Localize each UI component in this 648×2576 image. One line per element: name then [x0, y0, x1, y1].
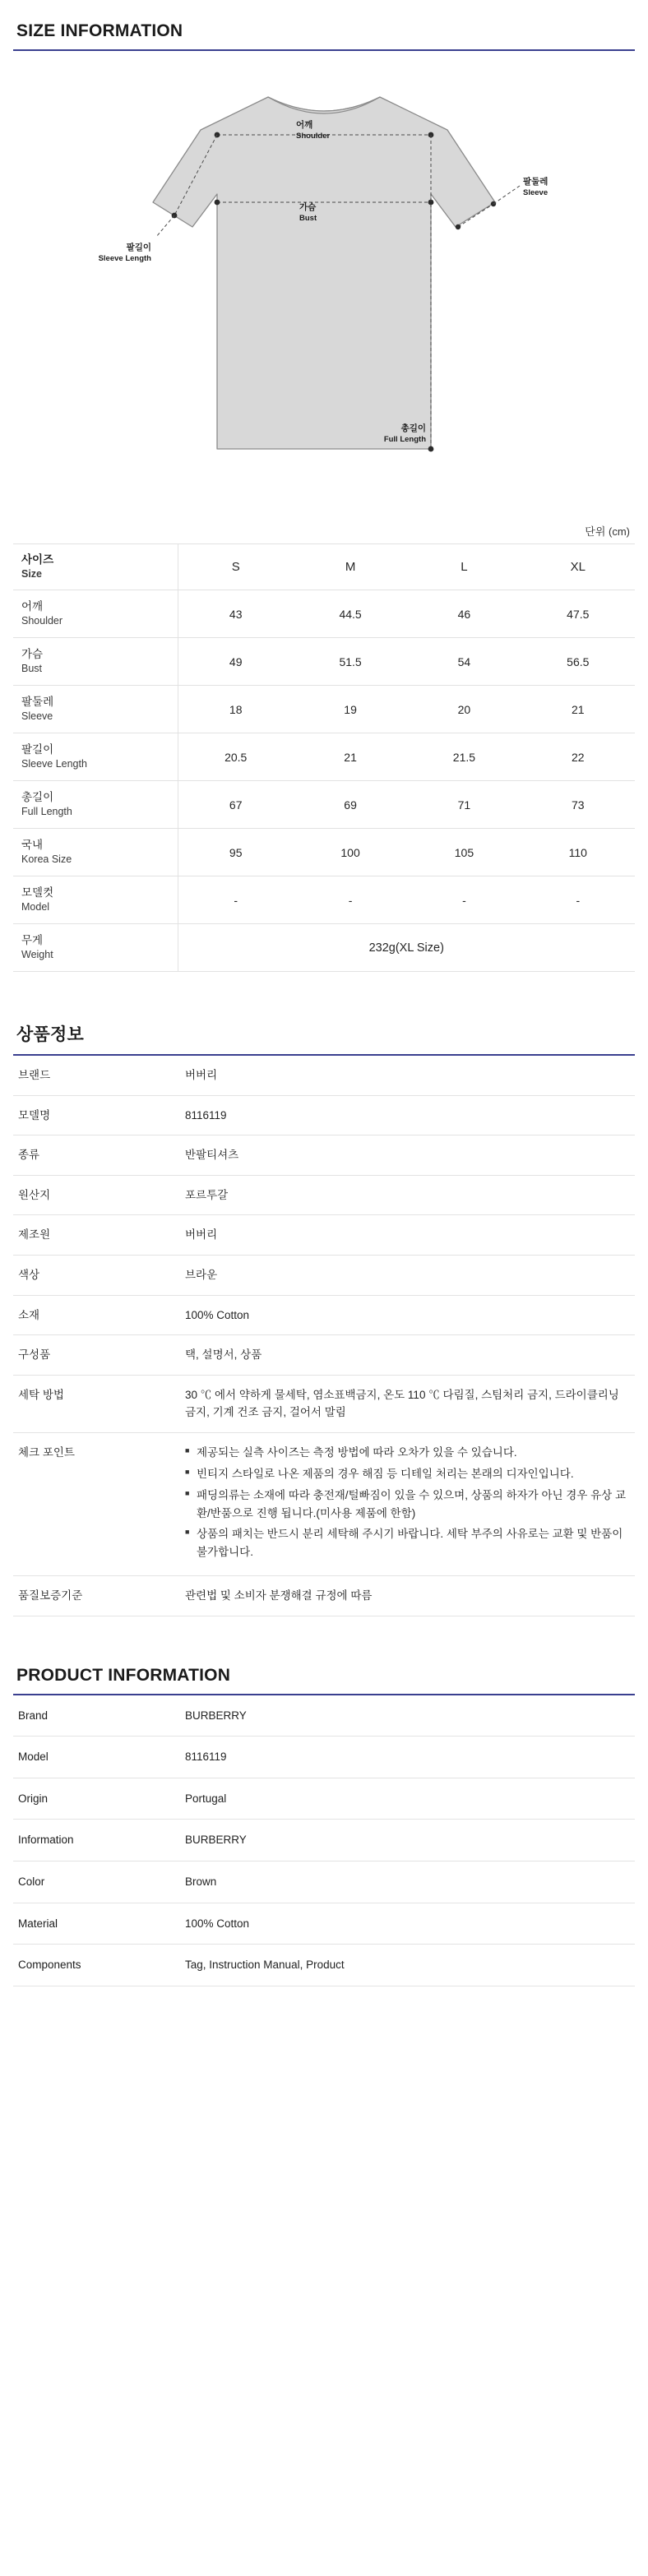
row-label-en: Sleeve Length — [21, 758, 87, 770]
size-row-weight — [13, 924, 178, 972]
table-row — [13, 1175, 635, 1215]
size-row-korea-size — [13, 829, 178, 876]
pi-value-components: Tag, Instruction Manual, Product — [185, 1959, 345, 1972]
info-label-color: 색상 — [18, 1268, 40, 1281]
table-row — [13, 1737, 635, 1778]
pi-label-information: Information — [18, 1834, 74, 1847]
info-label-wash: 세탁 방법 — [18, 1388, 64, 1401]
row-label-ko: 모델컷 — [21, 886, 54, 899]
cell-full-length-l: 71 — [407, 781, 521, 829]
row-label-en: Shoulder — [21, 615, 63, 627]
cell-sleeve-l: 20 — [407, 686, 521, 733]
size-column-xl: XL — [521, 544, 635, 590]
pi-value-material: 100% Cotton — [185, 1917, 250, 1930]
table-row — [13, 1576, 635, 1616]
cell-bust-l: 54 — [407, 638, 521, 686]
info-value-material: 100% Cotton — [185, 1308, 250, 1321]
row-label-en: Model — [21, 901, 50, 913]
size-header-ko: 사이즈 — [21, 553, 54, 566]
row-label-en: Bust — [21, 663, 43, 675]
info-value-components: 택, 설명서, 상품 — [185, 1348, 262, 1362]
label-shoulder-ko: 어깨 — [296, 120, 313, 130]
row-label-ko: 가슴 — [21, 647, 44, 660]
size-row-full-length — [13, 781, 178, 829]
table-row — [13, 1432, 635, 1575]
list-item: ■ 빈티지 스타일로 나온 제품의 경우 해짐 등 디테일 처리는 본래의 디자인입니다. — [185, 1465, 628, 1483]
list-item: ■ 패딩의류는 소재에 따라 충전재/털빠짐이 있을 수 있으며, 상품의 하자가 아닌 경우 유상 교환/반품으로 진행 됩니다.(미사용 제품에 한함) — [185, 1487, 628, 1523]
cell-shoulder-xl: 47.5 — [521, 590, 635, 638]
cell-shoulder-l: 46 — [407, 590, 521, 638]
row-label-en: Sleeve — [21, 710, 53, 723]
size-row-model — [13, 876, 178, 924]
size-column-s: S — [178, 544, 294, 590]
info-label-origin: 원산지 — [18, 1188, 51, 1201]
cell-korea-s: 95 — [178, 829, 294, 876]
table-row — [13, 1903, 635, 1945]
product-information-heading: PRODUCT INFORMATION — [13, 1644, 635, 1695]
table-row — [13, 1095, 635, 1135]
table-row — [13, 781, 635, 829]
table-row — [13, 1255, 635, 1295]
table-row — [13, 1375, 635, 1432]
table-row — [13, 876, 635, 924]
row-label-en: Full Length — [21, 806, 72, 818]
table-row — [13, 590, 635, 638]
garment-measurement-diagram — [13, 62, 635, 523]
cell-full-length-s: 67 — [178, 781, 294, 829]
table-row — [13, 1215, 635, 1256]
info-value-brand: 버버리 — [185, 1069, 218, 1081]
size-row-bust — [13, 638, 178, 686]
table-row — [13, 1778, 635, 1820]
pi-value-information: BURBERRY — [185, 1834, 247, 1847]
label-shoulder-en: Shoulder — [296, 132, 331, 141]
info-label-manufacturer: 제조원 — [18, 1228, 51, 1242]
cell-full-length-xl: 73 — [521, 781, 635, 829]
size-table — [13, 543, 635, 972]
pi-label-origin: Origin — [18, 1792, 49, 1805]
list-item: ■ 상품의 패치는 반드시 분리 세탁해 주시기 바랍니다. 세탁 부주의 사유로는 교환 및 반품이 불가합니다. — [185, 1525, 628, 1561]
row-label-ko: 팔둘레 — [21, 695, 54, 708]
cell-sleeve-length-s: 20.5 — [178, 733, 294, 781]
table-row — [13, 1945, 635, 1986]
size-table-header-row — [13, 544, 635, 590]
size-information-heading: SIZE INFORMATION — [13, 0, 635, 51]
pi-value-model: 8116119 — [185, 1750, 227, 1764]
info-value-origin: 포르투갈 — [185, 1188, 229, 1201]
label-sleeve-length-en: Sleeve Length — [98, 254, 151, 263]
row-label-ko: 국내 — [21, 838, 44, 851]
info-label-material: 소재 — [18, 1308, 40, 1321]
cell-weight-value: 232g(XL Size) — [178, 924, 635, 972]
table-row — [13, 829, 635, 876]
label-bust-ko: 가슴 — [299, 202, 317, 212]
table-row — [13, 1820, 635, 1861]
cell-bust-m: 51.5 — [294, 638, 407, 686]
cell-sleeve-length-l: 21.5 — [407, 733, 521, 781]
cell-sleeve-xl: 21 — [521, 686, 635, 733]
pi-value-brand: BURBERRY — [185, 1709, 247, 1722]
pi-label-brand: Brand — [18, 1709, 49, 1722]
info-label-check-points: 체크 포인트 — [18, 1445, 75, 1459]
pi-label-color: Color — [18, 1875, 45, 1889]
row-label-ko: 어깨 — [21, 599, 44, 613]
product-information-table — [13, 1695, 635, 1986]
row-label-ko: 무게 — [21, 933, 44, 946]
check-points-list — [185, 1444, 628, 1561]
cell-korea-l: 105 — [407, 829, 521, 876]
table-row — [13, 1695, 635, 1737]
label-sleeve-en: Sleeve — [523, 188, 548, 197]
size-table-header-label — [13, 544, 178, 590]
row-label-ko: 총길이 — [21, 790, 54, 803]
info-value-check-points — [182, 1432, 635, 1575]
pi-value-color: Brown — [185, 1875, 217, 1889]
cell-korea-xl: 110 — [521, 829, 635, 876]
label-bust-en: Bust — [299, 214, 317, 223]
cell-sleeve-s: 18 — [178, 686, 294, 733]
row-label-ko: 팔길이 — [21, 742, 54, 756]
table-row — [13, 686, 635, 733]
label-full-length-en: Full Length — [383, 435, 426, 444]
cell-shoulder-s: 43 — [178, 590, 294, 638]
table-row — [13, 1295, 635, 1335]
pi-label-components: Components — [18, 1959, 81, 1972]
size-header-en: Size — [21, 568, 43, 580]
size-column-l: L — [407, 544, 521, 590]
row-label-en: Weight — [21, 949, 53, 961]
cell-sleeve-m: 19 — [294, 686, 407, 733]
pi-label-material: Material — [18, 1917, 58, 1930]
table-row — [13, 924, 635, 972]
table-row — [13, 638, 635, 686]
pi-value-origin: Portugal — [185, 1792, 227, 1805]
info-label-brand: 브랜드 — [18, 1069, 51, 1081]
table-row — [13, 1335, 635, 1376]
label-full-length-ko: 총길이 — [400, 423, 426, 433]
cell-model-xl: - — [521, 876, 635, 924]
size-column-m: M — [294, 544, 407, 590]
info-label-quality: 품질보증기준 — [18, 1589, 83, 1602]
cell-model-s: - — [178, 876, 294, 924]
label-sleeve-length-ko: 팔길이 — [126, 243, 151, 252]
cell-model-m: - — [294, 876, 407, 924]
tshirt-diagram-svg — [77, 62, 571, 519]
cell-sleeve-length-xl: 22 — [521, 733, 635, 781]
cell-shoulder-m: 44.5 — [294, 590, 407, 638]
info-label-components: 구성품 — [18, 1348, 51, 1362]
unit-note: 단위 (cm) — [585, 525, 630, 538]
size-row-sleeve — [13, 686, 178, 733]
label-sleeve-ko: 팔둘레 — [523, 177, 548, 187]
cell-model-l: - — [407, 876, 521, 924]
product-info-heading: 상품정보 — [13, 1000, 635, 1056]
table-row — [13, 1861, 635, 1903]
size-row-shoulder — [13, 590, 178, 638]
info-value-manufacturer: 버버리 — [185, 1228, 218, 1242]
table-row — [13, 733, 635, 781]
list-item: ■ 제공되는 실측 사이즈는 측정 방법에 따라 오차가 있을 수 있습니다. — [185, 1444, 628, 1462]
pi-label-model: Model — [18, 1750, 49, 1764]
cell-bust-xl: 56.5 — [521, 638, 635, 686]
cell-full-length-m: 69 — [294, 781, 407, 829]
row-label-en: Korea Size — [21, 853, 72, 866]
cell-sleeve-length-m: 21 — [294, 733, 407, 781]
product-info-table — [13, 1056, 635, 1616]
info-value-wash: 30 ℃ 에서 약하게 물세탁, 염소표백금지, 온도 110 ℃ 다림질, 스팀처리 금지, 드라이클리닝 금지, 기계 건조 금지, 걸어서 말림 — [185, 1388, 619, 1419]
info-value-type: 반팔티셔츠 — [185, 1149, 239, 1162]
info-value-color: 브라운 — [185, 1268, 218, 1281]
cell-bust-s: 49 — [178, 638, 294, 686]
table-row — [13, 1135, 635, 1176]
table-row — [13, 1056, 635, 1095]
cell-korea-m: 100 — [294, 829, 407, 876]
info-value-model: 8116119 — [185, 1108, 227, 1122]
info-value-quality: 관련법 및 소비자 분쟁해결 규정에 따름 — [185, 1589, 373, 1602]
size-row-sleeve-length — [13, 733, 178, 781]
info-label-type: 종류 — [18, 1149, 40, 1162]
info-label-model: 모델명 — [18, 1108, 51, 1122]
